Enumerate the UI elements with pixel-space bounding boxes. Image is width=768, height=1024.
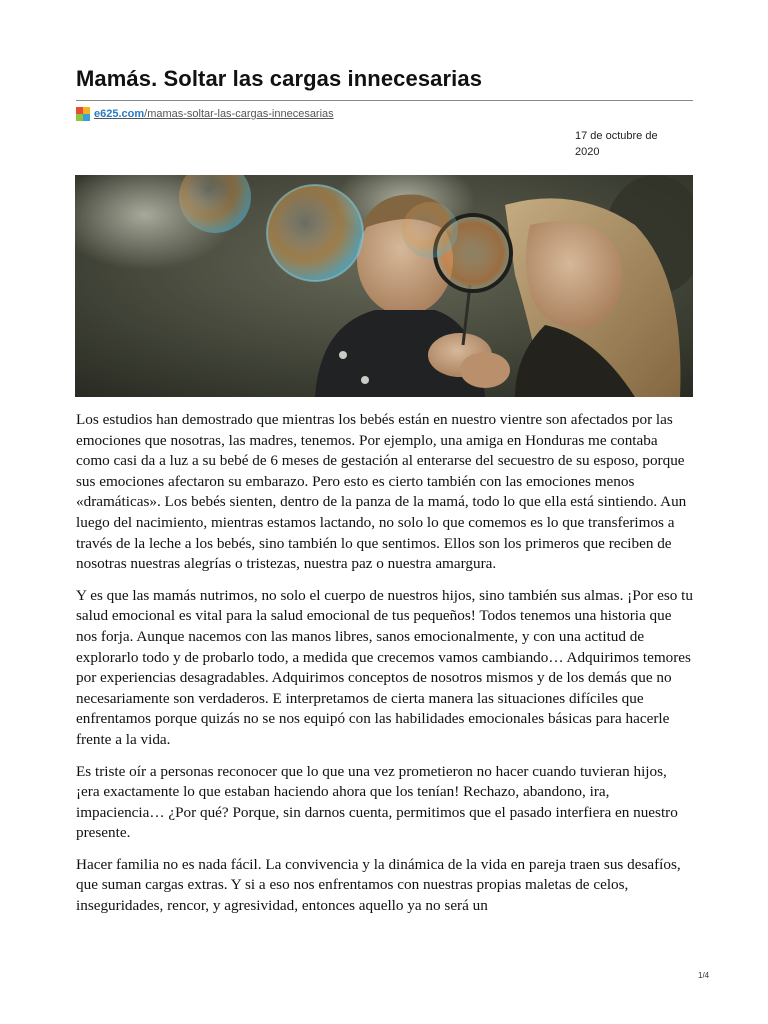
article-title: Mamás. Soltar las cargas innecesarias — [76, 66, 483, 91]
paragraph: Es triste oír a personas reconocer que lo que una vez prometieron no hacer cuando tuvieran hijos, ¡era exactamente lo que estaban haciendo ahora que los tenían! Rechazo, abandono, ira, impaciencia… ¿Por qué? Porque, sin darnos cuenta, permitimos que el pasado interfiera en nuestro presente. — [76, 762, 678, 842]
source-link-row — [76, 106, 334, 122]
article-body — [76, 410, 694, 928]
paragraph: Los estudios han demostrado que mientras los bebés están en nuestro vientre son afectados por las emociones que nosotras, las madres, tenemos. Por ejemplo, una amiga en Honduras me contaba como casi da a luz a su bebé de 6 meses de gestación al enterarse del secuestro de su esposo, porque sus emociones afectaron su embarazo. Pero esto es cierto también con las emociones menos «dramáticas». Los bebés sienten, dentro de la panza de la mamá, todo lo que ella está sintiendo. Aun luego del nacimiento, mientras estamos lactando, no solo lo que comemos es lo que transferimos a través de la leche a los bebés, sino también lo que sentimos. Ellos son los primeros que reciben de nosotras nuestras alegrías o tristezas, nuestra paz o nuestra amargura. — [76, 411, 687, 573]
publish-date: 17 de octubre de 2020 — [575, 130, 658, 158]
page-number: 1/4 — [698, 971, 710, 980]
site-favicon-icon — [76, 107, 90, 121]
title-divider — [76, 100, 693, 101]
source-path: /mamas-soltar-las-cargas-innecesarias — [144, 108, 334, 120]
hero-photo — [75, 175, 693, 397]
paragraph: Y es que las mamás nutrimos, no solo el cuerpo de nuestros hijos, sino también sus almas. ¡Por eso tu salud emocional es vital para la salud emocional de tus pequeños! Todos tenemos una historia que nos forja. Aunque nacemos con las manos libres, sanos emocionalmente, y con una actitud de explorarlo todo y de probarlo todo, a medida que crecemos vamos cambiando… Adquirimos temores por experiencias desagradables. Adquirimos conceptos de nosotros mismos y de los demás que no necesariamente son verdaderos. E interpretamos de cierta manera las situaciones difíciles que enfrentamos porque quizás no se nos equipó con las habilidades emocionales básicas para hacerle frente a la vida. — [76, 586, 693, 748]
paragraph: Hacer familia no es nada fácil. La convivencia y la dinámica de la vida en pareja traen sus desafíos, que suman cargas extras. Y si a eso nos enfrentamos con nuestras propias maletas de celos, inseguridades, rencor, y agresividad, entonces aquello ya no será un — [76, 855, 681, 915]
source-url-link[interactable] — [94, 108, 334, 120]
source-domain: e625.com — [94, 108, 145, 120]
